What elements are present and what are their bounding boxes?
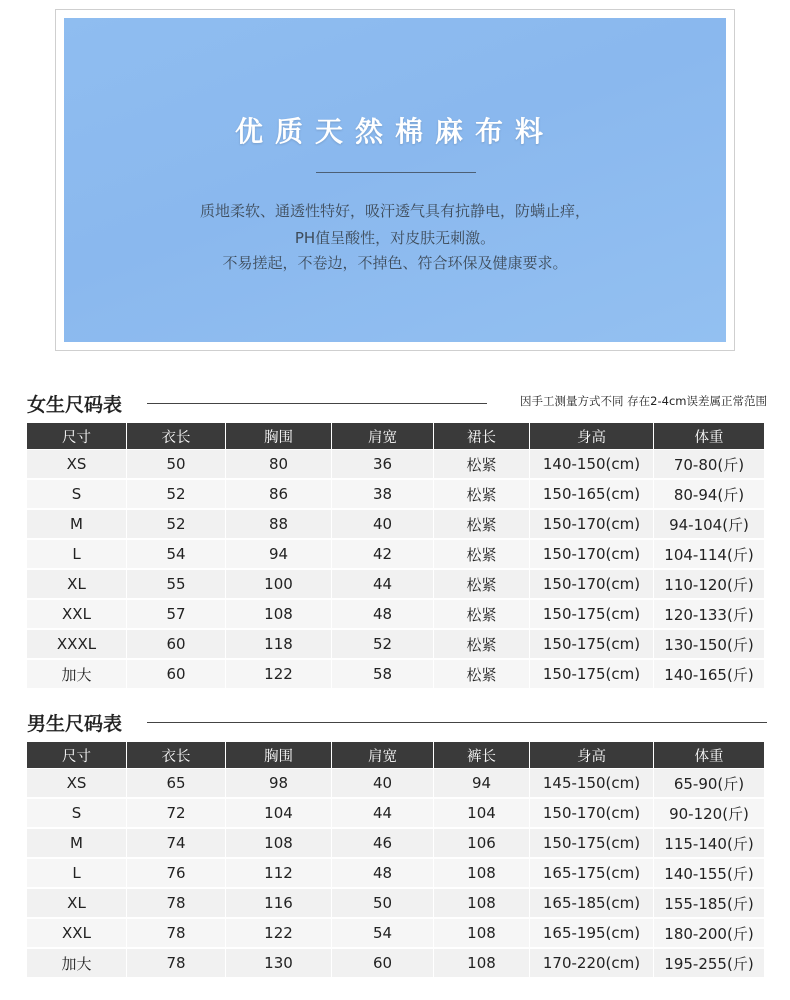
table-row <box>27 918 765 948</box>
fabric-banner <box>55 9 735 351</box>
table-row <box>27 569 765 599</box>
table-cell: 52 <box>127 509 226 539</box>
column-header: 体重 <box>654 423 765 450</box>
women-size-title: 女生尺码表 <box>27 394 123 416</box>
table-cell: 94 <box>226 539 332 569</box>
column-header: 衣长 <box>127 742 226 769</box>
men-size-title: 男生尺码表 <box>27 713 123 735</box>
column-header: 肩宽 <box>332 423 434 450</box>
table-cell: 松紧 <box>434 479 530 509</box>
table-cell: 145-150(cm) <box>530 769 654 799</box>
table-header-row <box>27 423 765 450</box>
table-cell: 50 <box>332 888 434 918</box>
table-cell: XXL <box>27 918 127 948</box>
table-cell: 52 <box>332 629 434 659</box>
table-row <box>27 629 765 659</box>
table-cell: 72 <box>127 798 226 828</box>
table-cell: 松紧 <box>434 659 530 689</box>
table-cell: 108 <box>434 888 530 918</box>
table-cell: 57 <box>127 599 226 629</box>
table-cell: XXXL <box>27 629 127 659</box>
table-cell: 195-255(斤) <box>654 948 765 978</box>
table-cell: 165-175(cm) <box>530 858 654 888</box>
table-cell: 55 <box>127 569 226 599</box>
measurement-note: 因手工测量方式不同 存在2-4cm误差属正常范围 <box>516 393 767 409</box>
table-cell: 86 <box>226 479 332 509</box>
table-row <box>27 479 765 509</box>
table-row <box>27 858 765 888</box>
table-cell: 150-170(cm) <box>530 569 654 599</box>
table-cell: 76 <box>127 858 226 888</box>
table-cell: L <box>27 858 127 888</box>
table-cell: 150-175(cm) <box>530 659 654 689</box>
fabric-banner-image <box>64 18 726 342</box>
table-cell: 90-120(斤) <box>654 798 765 828</box>
table-cell: 78 <box>127 948 226 978</box>
column-header: 肩宽 <box>332 742 434 769</box>
table-cell: 130-150(斤) <box>654 629 765 659</box>
table-cell: 104-114(斤) <box>654 539 765 569</box>
table-cell: 140-165(斤) <box>654 659 765 689</box>
table-cell: 150-175(cm) <box>530 599 654 629</box>
table-cell: 140-150(cm) <box>530 450 654 480</box>
table-cell: 140-155(斤) <box>654 858 765 888</box>
table-cell: XS <box>27 769 127 799</box>
table-row <box>27 798 765 828</box>
table-cell: S <box>27 798 127 828</box>
table-cell: 112 <box>226 858 332 888</box>
banner-divider <box>316 172 476 173</box>
table-cell: XL <box>27 569 127 599</box>
table-cell: 74 <box>127 828 226 858</box>
banner-line-1: 质地柔软、通透性特好，吸汗透气具有抗静电，防螨止痒， <box>199 202 590 220</box>
table-cell: 加大 <box>27 948 127 978</box>
table-cell: 150-165(cm) <box>530 479 654 509</box>
table-cell: 116 <box>226 888 332 918</box>
column-header: 裤长 <box>434 742 530 769</box>
table-row <box>27 659 765 689</box>
table-cell: 115-140(斤) <box>654 828 765 858</box>
table-cell: 98 <box>226 769 332 799</box>
table-cell: 42 <box>332 539 434 569</box>
table-cell: 108 <box>434 948 530 978</box>
table-cell: 108 <box>434 858 530 888</box>
table-cell: 104 <box>434 798 530 828</box>
table-cell: XS <box>27 450 127 480</box>
table-cell: 78 <box>127 888 226 918</box>
table-cell: 54 <box>127 539 226 569</box>
women-size-heading <box>27 390 767 416</box>
table-cell: 65-90(斤) <box>654 769 765 799</box>
table-cell: 108 <box>434 918 530 948</box>
table-cell: XXL <box>27 599 127 629</box>
table-cell: 165-195(cm) <box>530 918 654 948</box>
table-row <box>27 948 765 978</box>
table-cell: 150-175(cm) <box>530 828 654 858</box>
table-cell: 78 <box>127 918 226 948</box>
table-cell: 70-80(斤) <box>654 450 765 480</box>
table-cell: 106 <box>434 828 530 858</box>
table-row <box>27 539 765 569</box>
men-heading-rule <box>147 722 767 723</box>
table-cell: 170-220(cm) <box>530 948 654 978</box>
table-cell: 130 <box>226 948 332 978</box>
table-cell: 65 <box>127 769 226 799</box>
table-cell: 松紧 <box>434 629 530 659</box>
table-cell: 80-94(斤) <box>654 479 765 509</box>
table-cell: 38 <box>332 479 434 509</box>
column-header: 尺寸 <box>27 742 127 769</box>
women-heading-rule <box>147 403 487 404</box>
banner-line-3: 不易搓起，不卷边，不掉色、符合环保及健康要求。 <box>222 254 568 272</box>
table-row <box>27 509 765 539</box>
men-size-table <box>26 741 765 979</box>
table-row <box>27 769 765 799</box>
table-cell: S <box>27 479 127 509</box>
table-cell: 36 <box>332 450 434 480</box>
table-cell: L <box>27 539 127 569</box>
table-cell: 108 <box>226 828 332 858</box>
table-cell: 44 <box>332 569 434 599</box>
table-cell: M <box>27 509 127 539</box>
men-size-heading <box>27 709 767 735</box>
table-cell: 80 <box>226 450 332 480</box>
table-row <box>27 888 765 918</box>
table-cell: 60 <box>332 948 434 978</box>
table-cell: 58 <box>332 659 434 689</box>
table-cell: 松紧 <box>434 599 530 629</box>
table-cell: 94 <box>434 769 530 799</box>
table-cell: 94-104(斤) <box>654 509 765 539</box>
table-cell: 122 <box>226 659 332 689</box>
table-cell: 加大 <box>27 659 127 689</box>
table-cell: 120-133(斤) <box>654 599 765 629</box>
table-cell: 88 <box>226 509 332 539</box>
table-cell: 108 <box>226 599 332 629</box>
table-cell: 52 <box>127 479 226 509</box>
table-cell: 48 <box>332 858 434 888</box>
table-cell: 180-200(斤) <box>654 918 765 948</box>
table-cell: XL <box>27 888 127 918</box>
women-size-table <box>26 422 765 690</box>
table-cell: 150-170(cm) <box>530 509 654 539</box>
table-cell: 松紧 <box>434 539 530 569</box>
table-cell: 40 <box>332 509 434 539</box>
table-cell: 60 <box>127 659 226 689</box>
table-cell: 46 <box>332 828 434 858</box>
column-header: 身高 <box>530 742 654 769</box>
banner-line-2: PH值呈酸性，对皮肤无刺激。 <box>294 229 496 247</box>
column-header: 尺寸 <box>27 423 127 450</box>
table-cell: 122 <box>226 918 332 948</box>
table-cell: 54 <box>332 918 434 948</box>
table-cell: 50 <box>127 450 226 480</box>
column-header: 身高 <box>530 423 654 450</box>
table-cell: 44 <box>332 798 434 828</box>
table-header-row <box>27 742 765 769</box>
column-header: 体重 <box>654 742 765 769</box>
table-cell: 150-170(cm) <box>530 798 654 828</box>
table-cell: 150-175(cm) <box>530 629 654 659</box>
column-header: 胸围 <box>226 423 332 450</box>
table-cell: 松紧 <box>434 509 530 539</box>
table-row <box>27 599 765 629</box>
column-header: 裙长 <box>434 423 530 450</box>
table-cell: 104 <box>226 798 332 828</box>
table-cell: 40 <box>332 769 434 799</box>
table-cell: 松紧 <box>434 569 530 599</box>
table-cell: 118 <box>226 629 332 659</box>
table-cell: 155-185(斤) <box>654 888 765 918</box>
table-row <box>27 450 765 480</box>
banner-title: 优质天然棉麻布料 <box>234 115 555 148</box>
column-header: 衣长 <box>127 423 226 450</box>
column-header: 胸围 <box>226 742 332 769</box>
table-cell: 165-185(cm) <box>530 888 654 918</box>
table-cell: 60 <box>127 629 226 659</box>
table-cell: 110-120(斤) <box>654 569 765 599</box>
table-cell: 松紧 <box>434 450 530 480</box>
table-row <box>27 828 765 858</box>
table-cell: 48 <box>332 599 434 629</box>
table-cell: M <box>27 828 127 858</box>
table-cell: 100 <box>226 569 332 599</box>
table-cell: 150-170(cm) <box>530 539 654 569</box>
